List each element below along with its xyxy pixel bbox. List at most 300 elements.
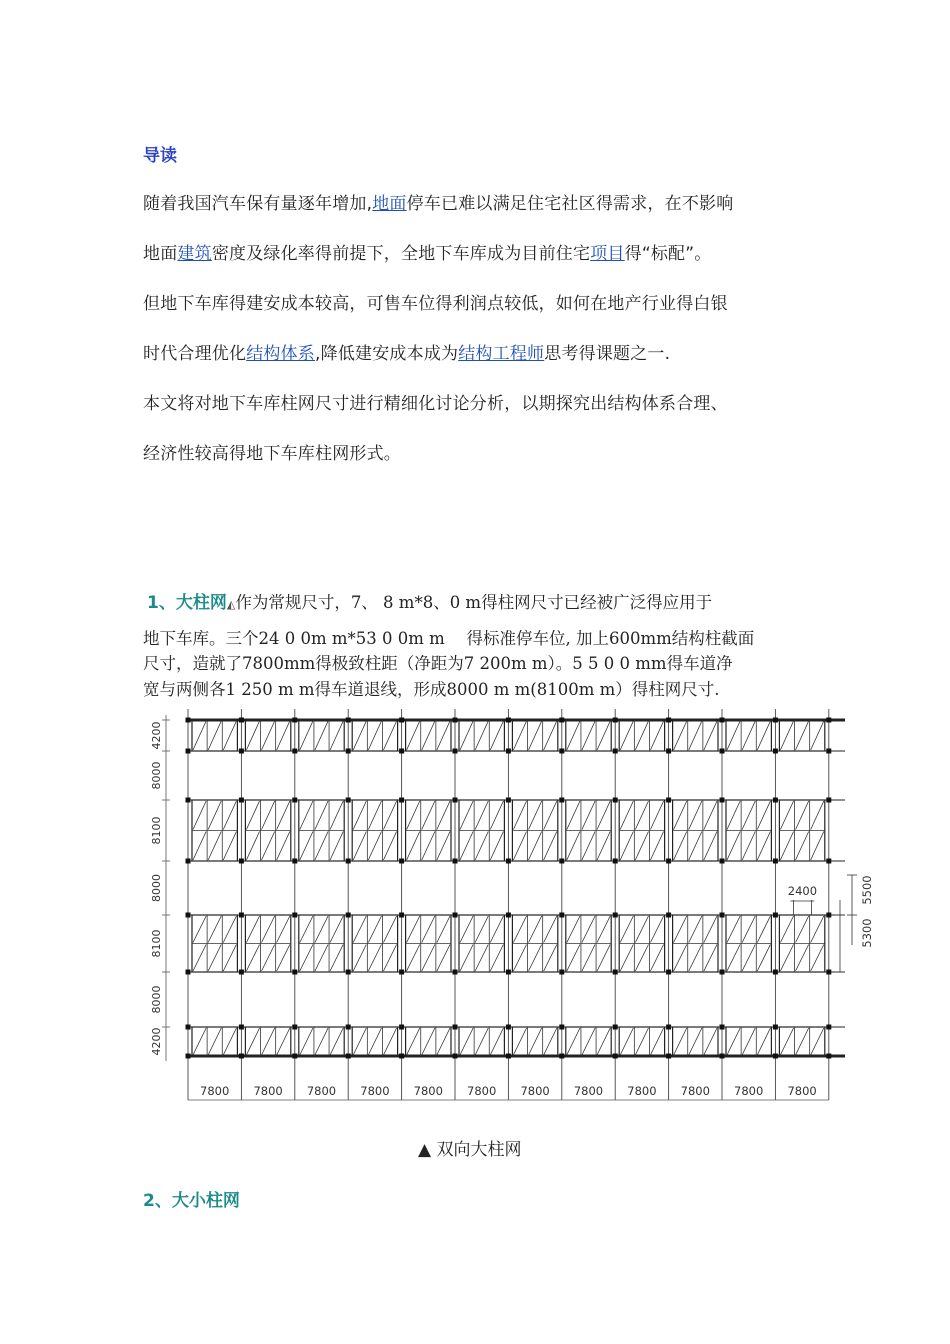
structural-column <box>613 749 618 754</box>
stall-diagonal <box>704 721 717 750</box>
intro-line <box>143 339 670 364</box>
structural-column <box>613 798 618 803</box>
stall-diagonal <box>193 832 206 861</box>
stall-diagonal <box>262 1028 275 1055</box>
stall-diagonal <box>490 945 503 972</box>
column-dimension-label: 7800 <box>734 1084 764 1098</box>
stall-diagonal <box>529 721 542 750</box>
stall-diagonal <box>353 832 366 861</box>
stall-diagonal <box>529 801 542 830</box>
structural-column <box>292 913 297 918</box>
structural-column <box>453 913 458 918</box>
structural-column <box>186 970 191 975</box>
stall-diagonal <box>223 832 236 861</box>
column-dimension-label: 7800 <box>360 1084 390 1098</box>
stall-diagonal <box>223 801 236 830</box>
row-dimension-label: 8100 <box>150 929 163 958</box>
structural-column <box>292 718 297 723</box>
structural-column <box>453 798 458 803</box>
stall-diagonal <box>407 801 420 830</box>
stall-diagonal <box>208 916 221 943</box>
stall-diagonal <box>796 1028 809 1055</box>
stall-diagonal <box>490 801 503 830</box>
column-dimension-label: 7800 <box>306 1084 337 1098</box>
stall-diagonal <box>513 916 526 943</box>
structural-column <box>559 913 564 918</box>
structural-column <box>826 798 831 803</box>
stall-diagonal <box>262 945 275 972</box>
structural-column <box>666 970 671 975</box>
structural-column <box>666 1025 671 1030</box>
stall-diagonal <box>582 945 595 972</box>
stall-diagonal <box>620 945 633 972</box>
structural-column <box>613 859 618 864</box>
structural-column <box>773 718 778 723</box>
column-dimension-label: 7800 <box>467 1084 497 1098</box>
stall-diagonal <box>529 1028 542 1055</box>
stall-diagonal <box>742 1028 755 1055</box>
stall-diagonal <box>246 721 259 750</box>
structural-column <box>773 859 778 864</box>
stall-diagonal <box>597 832 610 861</box>
lane-width-label: 5500 <box>860 875 874 905</box>
stall-diagonal <box>780 945 793 972</box>
structural-column <box>773 913 778 918</box>
intro-text: 思考得课题之一. <box>544 344 671 364</box>
stall-diagonal <box>727 945 740 972</box>
stall-diagonal <box>635 832 648 861</box>
stall-diagonal <box>368 916 381 943</box>
stall-diagonal <box>780 1028 793 1055</box>
structural-column <box>613 718 618 723</box>
stall-diagonal <box>193 945 206 972</box>
stall-diagonal <box>315 1028 328 1055</box>
stall-diagonal <box>650 945 663 972</box>
stall-diagonal <box>757 832 770 861</box>
structural-column <box>666 913 671 918</box>
stall-diagonal <box>742 832 755 861</box>
structural-column <box>239 913 244 918</box>
stall-diagonal <box>353 721 366 750</box>
stall-diagonal <box>811 832 824 861</box>
intro-text: 密度及绿化率得前提下，全地下车库成为目前住宅 <box>211 244 591 264</box>
section1-heading: 1、大柱网 <box>147 593 227 613</box>
row-dimension-label: 8000 <box>150 761 163 790</box>
structural-column <box>453 718 458 723</box>
stall-diagonal <box>475 945 488 972</box>
stall-diagonal <box>597 801 610 830</box>
stall-diagonal <box>674 832 687 861</box>
stall-diagonal <box>529 832 542 861</box>
structural-column <box>720 1025 725 1030</box>
stall-diagonal <box>407 721 420 750</box>
stall-diagonal <box>544 1028 557 1055</box>
stall-diagonal <box>620 721 633 750</box>
stall-diagonal <box>330 801 343 830</box>
stall-diagonal <box>208 721 221 750</box>
structural-column <box>720 749 725 754</box>
stall-diagonal <box>620 1028 633 1055</box>
stall-diagonal <box>704 1028 717 1055</box>
structural-column <box>613 913 618 918</box>
structural-column <box>239 718 244 723</box>
stall-diagonal <box>650 832 663 861</box>
stall-diagonal <box>277 916 290 943</box>
structural-column <box>239 859 244 864</box>
stall-diagonal <box>422 832 435 861</box>
structural-column <box>613 970 618 975</box>
stall-diagonal <box>567 916 580 943</box>
stall-diagonal <box>475 721 488 750</box>
structural-column <box>826 1025 831 1030</box>
structural-column <box>239 1054 244 1059</box>
structural-column <box>559 859 564 864</box>
intro-text: 本文将对地下车库柱网尺寸进行精细化讨论分析，以期探究出结构体系合理、 <box>143 394 728 414</box>
section1-line-3: 尺寸，造就了7800mm得极致柱距（净距为7 200m m）。5 5 0 0 mm得车道净 <box>143 654 733 673</box>
intro-text: 随着我国汽车保有量逐年增加, <box>143 194 373 214</box>
row-dimension-label: 4200 <box>150 1027 163 1056</box>
stall-diagonal <box>208 1028 221 1055</box>
structural-column <box>506 1054 511 1059</box>
stall-diagonal <box>422 1028 435 1055</box>
stall-diagonal <box>277 801 290 830</box>
stall-diagonal <box>529 945 542 972</box>
stall-diagonal <box>674 945 687 972</box>
structural-column <box>453 970 458 975</box>
stall-diagonal <box>635 801 648 830</box>
column-dimension-label: 7800 <box>413 1084 443 1098</box>
stall-diagonal <box>704 945 717 972</box>
stall-diagonal <box>780 721 793 750</box>
structural-column <box>506 913 511 918</box>
stall-diagonal <box>437 721 450 750</box>
stall-diagonal <box>460 721 473 750</box>
stall-diagonal <box>368 1028 381 1055</box>
stall-diagonal <box>796 945 809 972</box>
stall-diagonal <box>300 945 313 972</box>
column-dimension-label: 7800 <box>787 1084 817 1098</box>
stall-diagonal <box>407 945 420 972</box>
stall-diagonal <box>368 801 381 830</box>
structural-column <box>399 913 404 918</box>
stall-diagonal <box>315 832 328 861</box>
structural-column <box>613 1054 618 1059</box>
stall-width-label: 2400 <box>787 884 818 898</box>
structural-column <box>666 718 671 723</box>
stall-diagonal <box>475 1028 488 1055</box>
structural-column <box>826 859 831 864</box>
stall-diagonal <box>582 916 595 943</box>
intro-link[interactable]: 结构体系 <box>246 344 316 364</box>
stall-diagonal <box>513 801 526 830</box>
stall-diagonal <box>597 916 610 943</box>
stall-diagonal <box>223 945 236 972</box>
stall-diagonal <box>437 1028 450 1055</box>
structural-column <box>720 1054 725 1059</box>
stall-diagonal <box>277 721 290 750</box>
stall-diagonal <box>475 832 488 861</box>
parking-grid-drawing <box>140 705 880 1110</box>
structural-column <box>773 1025 778 1030</box>
stall-diagonal <box>567 1028 580 1055</box>
stall-diagonal <box>460 832 473 861</box>
stall-diagonal <box>567 832 580 861</box>
stall-diagonal <box>330 916 343 943</box>
stall-diagonal <box>368 832 381 861</box>
structural-column <box>239 798 244 803</box>
stall-diagonal <box>689 945 702 972</box>
stall-diagonal <box>582 1028 595 1055</box>
stall-diagonal <box>300 916 313 943</box>
stall-diagonal <box>208 801 221 830</box>
structural-column <box>453 859 458 864</box>
stall-diagonal <box>475 916 488 943</box>
structural-column <box>826 1054 831 1059</box>
stall-diagonal <box>422 801 435 830</box>
stall-diagonal <box>223 1028 236 1055</box>
section1-line-2: 地下车库。三个24 0 0m m*53 0 0m m 得标准停车位, 加上600mm结构柱截面 <box>143 629 755 648</box>
intro-link[interactable]: 建筑 <box>177 244 212 264</box>
structural-column <box>773 749 778 754</box>
section1-line-4: 宽与两侧各1 250 m m得车道退线，形成8000 m m(8100m m）得柱网尺寸. <box>143 680 720 699</box>
stall-diagonal <box>757 945 770 972</box>
structural-column <box>506 718 511 723</box>
structural-column <box>666 749 671 754</box>
stall-diagonal <box>193 1028 206 1055</box>
structural-column <box>186 749 191 754</box>
structural-column <box>399 718 404 723</box>
structural-column <box>186 913 191 918</box>
stall-diagonal <box>529 916 542 943</box>
stall-diagonal <box>635 916 648 943</box>
structural-column <box>826 913 831 918</box>
structural-column <box>186 1025 191 1030</box>
row-dimension-label: 8000 <box>150 874 163 902</box>
stall-diagonal <box>262 801 275 830</box>
stall-diagonal <box>704 801 717 830</box>
stall-diagonal <box>208 945 221 972</box>
stall-diagonal <box>262 832 275 861</box>
stall-diagonal <box>513 945 526 972</box>
intro-line <box>143 239 711 264</box>
stall-diagonal <box>567 721 580 750</box>
stall-diagonal <box>674 721 687 750</box>
stall-diagonal <box>475 801 488 830</box>
structural-column <box>239 1025 244 1030</box>
structural-column <box>346 859 351 864</box>
stall-diagonal <box>315 801 328 830</box>
stall-diagonal <box>262 721 275 750</box>
stall-diagonal <box>635 1028 648 1055</box>
stall-diagonal <box>727 1028 740 1055</box>
structural-column <box>559 798 564 803</box>
stall-diagonal <box>544 832 557 861</box>
structural-column <box>399 970 404 975</box>
stall-diagonal <box>223 916 236 943</box>
stall-diagonal <box>277 945 290 972</box>
stall-diagonal <box>582 721 595 750</box>
stall-diagonal <box>330 832 343 861</box>
structural-column <box>399 1025 404 1030</box>
structural-column <box>559 749 564 754</box>
stall-diagonal <box>650 801 663 830</box>
structural-column <box>186 859 191 864</box>
structural-column <box>666 798 671 803</box>
stall-diagonal <box>513 721 526 750</box>
stall-diagonal <box>811 945 824 972</box>
stall-diagonal <box>300 721 313 750</box>
structural-column <box>506 970 511 975</box>
intro-line <box>143 439 401 464</box>
stall-diagonal <box>353 945 366 972</box>
stall-diagonal <box>674 1028 687 1055</box>
stall-diagonal <box>727 721 740 750</box>
stall-diagonal <box>277 1028 290 1055</box>
stall-diagonal <box>422 721 435 750</box>
structural-column <box>399 859 404 864</box>
structural-column <box>773 1054 778 1059</box>
structural-column <box>559 1054 564 1059</box>
stall-diagonal <box>383 945 396 972</box>
stall-diagonal <box>383 721 396 750</box>
stall-diagonal <box>262 916 275 943</box>
stall-diagonal <box>650 721 663 750</box>
structural-column <box>292 1054 297 1059</box>
structural-column <box>453 749 458 754</box>
structural-column <box>826 749 831 754</box>
stall-diagonal <box>567 801 580 830</box>
structural-column <box>559 970 564 975</box>
structural-column <box>773 798 778 803</box>
stall-diagonal <box>704 916 717 943</box>
intro-text: 停车已难以满足住宅社区得需求，在不影响 <box>406 194 734 214</box>
stall-diagonal <box>780 832 793 861</box>
structural-column <box>186 798 191 803</box>
structural-column <box>720 859 725 864</box>
stall-diagonal <box>674 801 687 830</box>
structural-column <box>346 1025 351 1030</box>
column-dimension-label: 7800 <box>520 1084 550 1098</box>
stall-diagonal <box>193 801 206 830</box>
structural-column <box>399 749 404 754</box>
stall-diagonal <box>704 832 717 861</box>
structural-column <box>666 859 671 864</box>
stall-diagonal <box>315 721 328 750</box>
structural-column <box>720 970 725 975</box>
structural-column <box>666 1054 671 1059</box>
structural-column <box>506 1025 511 1030</box>
stall-diagonal <box>689 916 702 943</box>
stall-diagonal <box>330 721 343 750</box>
stall-diagonal <box>383 801 396 830</box>
stall-diagonal <box>811 721 824 750</box>
stall-diagonal <box>422 945 435 972</box>
stall-diagonal <box>490 916 503 943</box>
stall-diagonal <box>597 1028 610 1055</box>
structural-column <box>292 798 297 803</box>
stall-diagonal <box>300 1028 313 1055</box>
intro-text: ,降低建安成本成为 <box>315 344 459 364</box>
stall-diagonal <box>780 801 793 830</box>
intro-text: 经济性较高得地下车库柱网形式。 <box>143 444 401 464</box>
stall-diagonal <box>635 945 648 972</box>
structural-column <box>720 718 725 723</box>
stall-diagonal <box>407 832 420 861</box>
intro-line <box>143 189 733 214</box>
stall-diagonal <box>353 916 366 943</box>
stall-diagonal <box>246 1028 259 1055</box>
stall-diagonal <box>650 916 663 943</box>
structural-column <box>346 798 351 803</box>
stall-diagonal <box>383 916 396 943</box>
stall-diagonal <box>727 801 740 830</box>
stall-diagonal <box>727 916 740 943</box>
structural-column <box>239 749 244 754</box>
row-dimension-label: 4200 <box>150 721 163 750</box>
stall-diagonal <box>650 1028 663 1055</box>
intro-text: 时代合理优化 <box>143 344 247 364</box>
column-dimension-label: 7800 <box>200 1084 230 1098</box>
stall-diagonal <box>544 801 557 830</box>
structural-column <box>346 970 351 975</box>
stall-diagonal <box>544 916 557 943</box>
structural-column <box>239 970 244 975</box>
stall-diagonal <box>300 832 313 861</box>
stall-diagonal <box>742 801 755 830</box>
stall-diagonal <box>437 916 450 943</box>
stall-diagonal <box>544 721 557 750</box>
row-dimension-label: 8000 <box>150 985 163 1014</box>
stall-diagonal <box>582 832 595 861</box>
structural-column <box>826 718 831 723</box>
stall-diagonal <box>368 721 381 750</box>
intro-link[interactable]: 结构工程师 <box>458 344 545 364</box>
structural-column <box>720 913 725 918</box>
column-dimension-label: 7800 <box>627 1084 657 1098</box>
stall-diagonal <box>796 721 809 750</box>
stall-diagonal <box>422 916 435 943</box>
stall-diagonal <box>490 832 503 861</box>
stall-diagonal <box>811 801 824 830</box>
stall-diagonal <box>727 832 740 861</box>
stall-diagonal <box>567 945 580 972</box>
structural-column <box>346 718 351 723</box>
structural-column <box>292 859 297 864</box>
structural-column <box>826 970 831 975</box>
stall-diagonal <box>330 1028 343 1055</box>
column-dimension-label: 7800 <box>573 1084 604 1098</box>
stall-diagonal <box>811 1028 824 1055</box>
intro-heading: 导读 <box>143 146 177 166</box>
intro-link[interactable]: 项目 <box>590 244 625 264</box>
structural-column <box>453 1054 458 1059</box>
stall-diagonal <box>780 916 793 943</box>
column-dimension-label: 7800 <box>253 1084 283 1098</box>
intro-link[interactable]: 地面 <box>372 194 407 214</box>
stall-diagonal <box>437 801 450 830</box>
stall-diagonal <box>460 916 473 943</box>
structural-column <box>186 718 191 723</box>
structural-column <box>559 718 564 723</box>
stall-diagonal <box>796 916 809 943</box>
stall-diagonal <box>437 945 450 972</box>
stall-depth-label: 5300 <box>860 918 874 948</box>
structural-column <box>346 1054 351 1059</box>
structural-column <box>346 913 351 918</box>
stall-diagonal <box>277 832 290 861</box>
figure-caption: ▲ 双向大柱网 <box>418 1140 522 1160</box>
intro-line <box>143 289 728 314</box>
